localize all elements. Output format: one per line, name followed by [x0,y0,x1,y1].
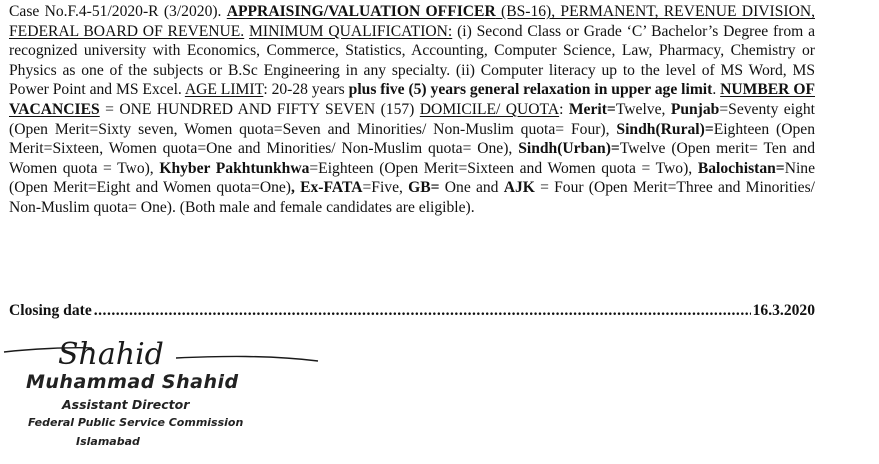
separator: : [559,100,569,118]
quota-merit-label: Merit= [568,100,616,118]
closing-date-value: 16.3.2020 [752,302,815,319]
qualification-text: (i) Second Class or Grade ‘C’ Bachelor’s Degree from a recognized university with Economics, Commerce, Statistics, Accounting, Computer Science, Law, Pharmacy, Chemistry or Physics as one of the subjects or B.Sc Engineering in any specialty. (ii) Computer literacy up to the level of MS Word, MS Power Point and MS Excel. [9,22,816,99]
quota-gb-label: GB= [408,179,440,197]
closing-date-line [9,301,815,321]
qualification-heading: MINIMUM QUALIFICATION: [249,22,453,40]
quota-balochistan-label: Balochistan= [697,159,785,177]
leader-dots [94,301,751,321]
quota-fata-label: , Ex-FATA [291,179,363,197]
advertisement-paragraph [9,2,815,218]
age-relaxation: plus five (5) years general relaxation in upper age limit [348,81,713,99]
age-limit-text: : 20-28 years [263,81,349,99]
quota-kp-value: =Eighteen (Open Merit=Sixteen and Women quota = Two), [309,159,698,177]
quota-ajk-value: = Four (Open Merit=Three and Minorities/ Non-Muslim quota= One). (Both male and female candidates are eligible). [9,179,815,216]
quota-merit-value: Twelve, [615,100,671,118]
quota-punjab-label: Punjab [670,100,720,118]
quota-gb-value: One and [439,179,504,197]
age-limit-heading: AGE LIMIT [184,81,264,99]
closing-date-label: Closing date [9,302,92,319]
vacancies-text: = ONE HUNDRED AND FIFTY SEVEN (157) [99,100,420,118]
domicile-heading: DOMICILE/ QUOTA [419,100,560,118]
quota-ajk-label: AJK [503,179,535,197]
quota-balochistan-value: Nine (Open Merit=Eight and Women quota=One) [9,159,815,197]
quota-sindh-rural-value: Eighteen (Open Merit=Sixteen, Women quota=One and Minorities/ Non-Muslim quota= One), [9,120,815,158]
quota-sindh-urban-label: Sindh(Urban)= [518,140,620,158]
quota-punjab-value: =Seventy eight (Open Merit=Sixty seven, Women quota=Seven and Minorities/ Non-Muslim quota= Four), [9,100,815,138]
quota-fata-value: =Five, [362,179,409,197]
separator: . [712,81,721,99]
quota-kp-label: Khyber Pakhtunkhwa [159,159,310,177]
post-scale-department: (BS-16), PERMANENT, REVENUE DIVISION, FEDERAL BOARD OF REVENUE. [9,3,815,40]
case-number: Case No.F.4-51/2020-R (3/2020). [9,3,227,20]
signatory-organization: Federal Public Service Commission [28,416,244,429]
signature-text: Shahid [58,337,164,372]
quota-sindh-rural-label: Sindh(Rural)= [616,120,714,138]
quota-sindh-urban-value: Twelve (Open merit= Ten and Women quota = Two), [9,140,815,177]
signatory-city: Islamabad [76,435,140,448]
signatory-name: Muhammad Shahid [26,371,239,393]
handwritten-signature [0,330,330,374]
vacancies-heading: NUMBER OF VACANCIES [9,81,815,118]
signatory-designation: Assistant Director [62,397,190,412]
post-title: APPRAISING/VALUATION OFFICER [226,3,496,20]
